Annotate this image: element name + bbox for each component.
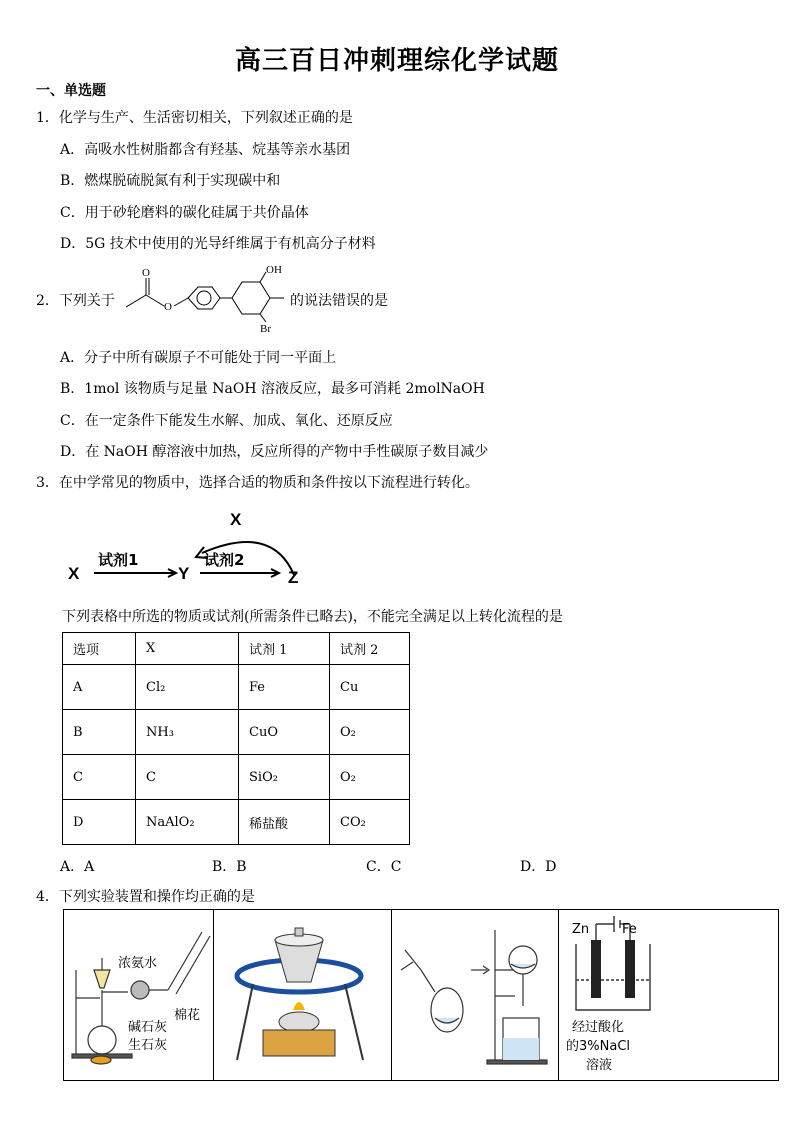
table-cell: NH₃ — [136, 710, 239, 755]
table-row — [63, 755, 410, 800]
flow-reagent-1: 试剂1 — [98, 551, 139, 569]
q4-apparatus-box — [63, 909, 779, 1081]
br-label: Br — [260, 323, 271, 334]
table-cell: Cl₂ — [136, 665, 239, 710]
label-cotton: 棉花 — [174, 1008, 201, 1023]
flow-z: Z — [288, 568, 299, 587]
flow-top-x: X — [230, 510, 242, 529]
molecule-structure — [120, 262, 300, 334]
electrolyte-caption-3: 溶液 — [586, 1058, 613, 1073]
flow-y: Y — [178, 564, 190, 583]
electrolyte-caption-2: 的3%NaCl — [566, 1039, 631, 1054]
apparatus-panel-c — [391, 910, 559, 1080]
q2-option-a: A．分子中所有碳原子不可能处于同一平面上 — [60, 350, 337, 366]
table-header: X — [136, 633, 239, 665]
separation-apparatus-drawing — [391, 910, 558, 1080]
zn-label: Zn — [572, 922, 590, 937]
q1-option-a: A．高吸水性树脂都含有羟基、烷基等亲水基团 — [60, 142, 351, 158]
table-row — [63, 665, 410, 710]
conversion-flow-diagram — [62, 505, 322, 590]
table-row — [63, 710, 410, 755]
table-cell: SiO₂ — [239, 755, 330, 800]
table-cell: O₂ — [330, 710, 410, 755]
carbonyl-o-label: O — [142, 267, 150, 279]
q3-answer-b: B．B — [212, 859, 247, 875]
table-header: 试剂 2 — [330, 633, 410, 665]
table-cell: C — [63, 755, 136, 800]
q3-stem: 3．在中学常见的物质中，选择合适的物质和条件按以下流程进行转化。 — [36, 475, 479, 491]
q3-table — [62, 632, 410, 845]
q4-stem: 4．下列实验装置和操作均正确的是 — [36, 889, 255, 905]
flow-x: X — [68, 564, 80, 583]
table-cell: 稀盐酸 — [239, 800, 330, 845]
table-cell: B — [63, 710, 136, 755]
q2-stem-suffix: 的说法错误的是 — [290, 293, 388, 309]
table-cell: CO₂ — [330, 800, 410, 845]
section-heading: 一、单选题 — [36, 83, 106, 99]
table-row — [63, 800, 410, 845]
label-conc-ammonia: 浓氨水 — [118, 956, 158, 971]
flow-reagent-2: 试剂2 — [204, 551, 245, 569]
apparatus-panel-b — [213, 910, 392, 1080]
q2-stem-prefix: 2．下列关于 — [36, 293, 115, 309]
page-title: 高三百日冲刺理综化学试题 — [234, 46, 559, 76]
q2-option-d: D．在 NaOH 醇溶液中加热，反应所得的产物中手性碳原子数目减少 — [60, 444, 489, 460]
q3-prompt: 下列表格中所选的物质或试剂(所需条件已略去)，不能完全满足以上转化流程的是 — [62, 609, 563, 625]
apparatus-panel-d — [558, 910, 778, 1080]
table-cell: D — [63, 800, 136, 845]
q3-answer-a: A．A — [60, 859, 95, 875]
ester-o-label: O — [164, 301, 172, 313]
ammonia-apparatus-drawing — [64, 910, 213, 1080]
q1-option-d: D．5G 技术中使用的光导纤维属于有机高分子材料 — [60, 236, 376, 252]
apparatus-panel-a — [64, 910, 214, 1080]
fe-label: Fe — [622, 922, 637, 937]
label-quicklime: 生石灰 — [128, 1038, 168, 1053]
table-cell: Cu — [330, 665, 410, 710]
table-header: 选项 — [63, 633, 136, 665]
q1-stem: 1．化学与生产、生活密切相关，下列叙述正确的是 — [36, 110, 353, 126]
q3-answer-d: D．D — [520, 859, 557, 875]
table-cell: NaAlO₂ — [136, 800, 239, 845]
q3-answer-c: C．C — [366, 859, 402, 875]
table-cell: O₂ — [330, 755, 410, 800]
label-soda-lime: 碱石灰 — [128, 1020, 168, 1035]
table-header: 试剂 1 — [239, 633, 330, 665]
evaporation-apparatus-drawing — [213, 910, 391, 1080]
q1-option-c: C．用于砂轮磨料的碳化硅属于共价晶体 — [60, 205, 309, 221]
q1-option-b: B．燃煤脱硫脱氮有利于实现碳中和 — [60, 173, 281, 189]
table-cell: CuO — [239, 710, 330, 755]
oh-label: OH — [266, 264, 282, 276]
q2-option-c: C．在一定条件下能发生水解、加成、氧化、还原反应 — [60, 413, 393, 429]
q2-option-b: B．1mol 该物质与足量 NaOH 溶液反应，最多可消耗 2molNaOH — [60, 381, 485, 397]
electrolyte-caption-1: 经过酸化 — [572, 1020, 625, 1035]
table-header-row — [63, 633, 410, 665]
table-cell: Fe — [239, 665, 330, 710]
table-cell: C — [136, 755, 239, 800]
table-cell: A — [63, 665, 136, 710]
